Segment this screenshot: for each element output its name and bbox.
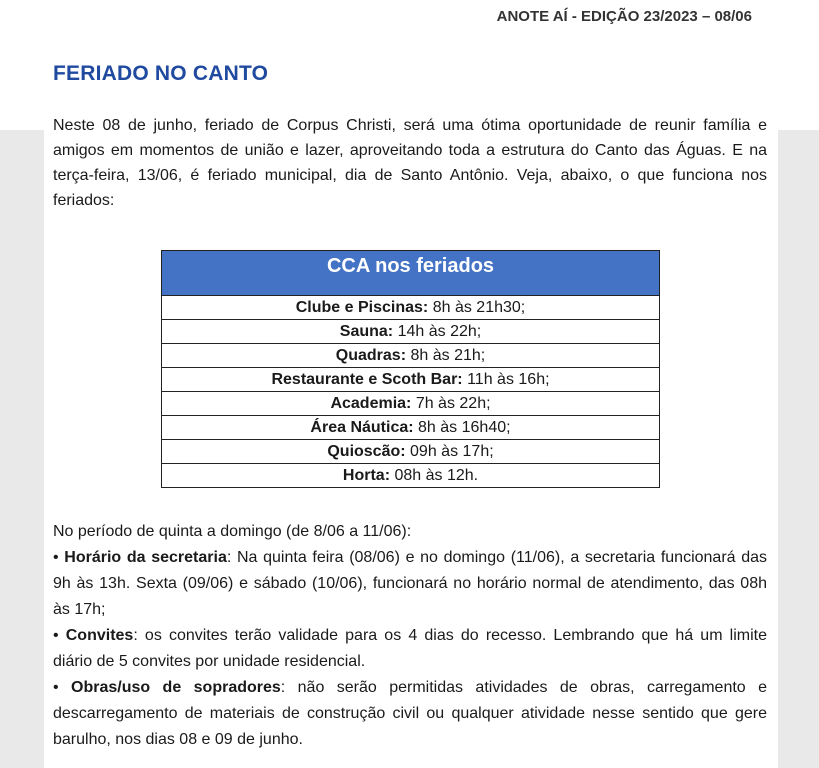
bullet-marker: • xyxy=(53,627,66,644)
table-row xyxy=(162,440,660,464)
hours-table-title: CCA nos feriados xyxy=(162,251,660,296)
bullet-marker: • xyxy=(53,549,65,566)
list-item xyxy=(53,675,767,753)
bullet-list xyxy=(53,545,767,753)
bullet-label: Convites xyxy=(65,627,134,644)
hours-table xyxy=(161,250,660,488)
row-label: Área Náutica: xyxy=(310,418,414,436)
list-item xyxy=(53,545,767,623)
table-row xyxy=(162,296,660,320)
row-value: 08h às 12h. xyxy=(394,466,479,484)
row-label: Quadras: xyxy=(335,346,407,364)
bullet-text: : Na quinta feira (08/06) e no domingo (11/06), a secretaria funcionará das 9h às 13h. Sexta (09/06) e sábado (10/06), funcionará no horário normal de atendimento, das 08h às 17h; xyxy=(53,549,768,618)
table-row xyxy=(162,392,660,416)
intro-paragraph: Neste 08 de junho, feriado de Corpus Christi, será uma ótima oportunidade de reunir família e amigos em momentos de união e lazer, aproveitando toda a estrutura do Canto das Águas. E na terça-feira, 13/06, é feriado municipal, dia de Santo Antônio. Veja, abaixo, o que funciona nos feriados: xyxy=(53,117,767,209)
row-value: 7h às 22h; xyxy=(415,394,491,412)
row-value: 11h às 16h; xyxy=(467,370,550,388)
article-title: FERIADO NO CANTO xyxy=(53,62,269,85)
row-label: Horta: xyxy=(342,466,391,484)
row-value: 09h às 17h; xyxy=(410,442,494,460)
row-label: Clube e Piscinas: xyxy=(295,298,429,316)
row-value: 14h às 22h; xyxy=(397,322,482,340)
row-label: Sauna: xyxy=(339,322,394,340)
row-value: 8h às 21h; xyxy=(410,346,486,364)
table-row xyxy=(162,344,660,368)
table-row xyxy=(162,416,660,440)
list-item xyxy=(53,623,767,675)
bullet-label: Horário da secretaria xyxy=(64,549,227,566)
bullet-text: : os convites terão validade para os 4 dias do recesso. Lembrando que há um limite diário de 5 convites por unidade residencial. xyxy=(53,627,767,670)
table-row xyxy=(162,464,660,488)
table-row xyxy=(162,320,660,344)
bullet-label: Obras/uso de sopradores xyxy=(71,679,281,696)
row-label: Restaurante e Scoth Bar: xyxy=(271,370,463,388)
edition-header: ANOTE AÍ - EDIÇÃO 23/2023 – 08/06 xyxy=(496,8,752,25)
table-row xyxy=(162,368,660,392)
row-label: Quioscão: xyxy=(327,442,406,460)
row-value: 8h às 21h30; xyxy=(432,298,526,316)
bullet-text: : não serão permitidas atividades de obras, carregamento e descarregamento de materiais de construção civil ou qualquer atividade nesse sentido que gere barulho, nos dias 08 e 09 de junho. xyxy=(53,679,767,748)
period-text: No período de quinta a domingo (de 8/06 a 11/06): xyxy=(53,523,412,540)
row-value: 8h às 16h40; xyxy=(418,418,511,436)
row-label: Academia: xyxy=(330,394,412,412)
bullet-marker: • xyxy=(53,679,72,696)
